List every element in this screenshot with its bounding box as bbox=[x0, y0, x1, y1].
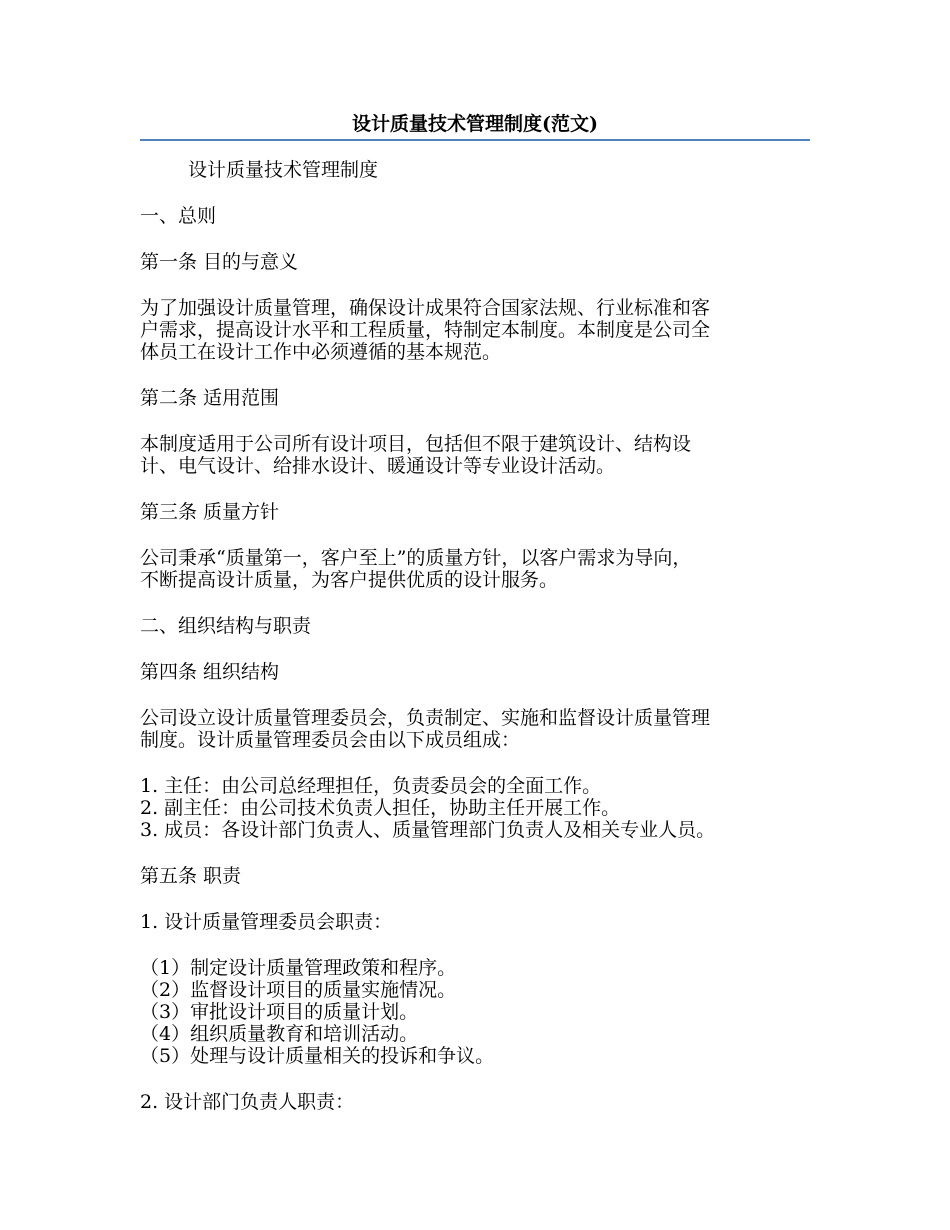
paragraph-line: 户需求，提高设计水平和工程质量，特制定本制度。本制度是公司全 bbox=[140, 319, 711, 341]
article-paragraph-purpose bbox=[140, 297, 820, 363]
title-underline bbox=[140, 139, 810, 141]
paragraph-line: 制度。设计质量管理委员会由以下成员组成： bbox=[140, 729, 521, 751]
duty-heading-department-head: 2. 设计部门负责人职责： bbox=[140, 1091, 355, 1113]
article-paragraph-quality-policy bbox=[140, 547, 820, 591]
paragraph-line: 公司秉承“质量第一，客户至上”的质量方针，以客户需求为导向， bbox=[140, 547, 692, 569]
paragraph-line: 公司设立设计质量管理委员会，负责制定、实施和监督设计质量管理 bbox=[140, 707, 711, 729]
paragraph-line: 计、电气设计、给排水设计、暖通设计等专业设计活动。 bbox=[140, 455, 616, 477]
article-paragraph-scope bbox=[140, 433, 820, 477]
article-paragraph-structure bbox=[140, 707, 820, 751]
article-heading-duties: 第五条 职责 bbox=[140, 865, 242, 887]
document-title: 设计质量技术管理制度(范文) bbox=[352, 113, 598, 135]
list-item: （2）监督设计项目的质量实施情况。 bbox=[140, 979, 457, 1001]
chapter-heading-organization: 二、组织结构与职责 bbox=[140, 615, 312, 637]
list-item: （1）制定设计质量管理政策和程序。 bbox=[140, 957, 457, 979]
list-item: 3. 成员：各设计部门负责人、质量管理部门负责人及相关专业人员。 bbox=[140, 819, 716, 841]
list-item: 1. 主任：由公司总经理担任，负责委员会的全面工作。 bbox=[140, 775, 602, 797]
article-heading-structure: 第四条 组织结构 bbox=[140, 661, 280, 683]
document-subtitle: 设计质量技术管理制度 bbox=[188, 159, 379, 181]
article-heading-purpose: 第一条 目的与意义 bbox=[140, 251, 299, 273]
paragraph-line: 本制度适用于公司所有设计项目，包括但不限于建筑设计、结构设 bbox=[140, 433, 692, 455]
committee-duty-list bbox=[140, 957, 820, 1067]
paragraph-line: 体员工在设计工作中必须遵循的基本规范。 bbox=[140, 341, 502, 363]
article-heading-scope: 第二条 适用范围 bbox=[140, 387, 280, 409]
list-item: （3）审批设计项目的质量计划。 bbox=[140, 1001, 419, 1023]
document-body bbox=[140, 159, 820, 1137]
list-item: （5）处理与设计质量相关的投诉和争议。 bbox=[140, 1045, 495, 1067]
paragraph-line: 不断提高设计质量，为客户提供优质的设计服务。 bbox=[140, 569, 559, 591]
paragraph-line: 为了加强设计质量管理，确保设计成果符合国家法规、行业标准和客 bbox=[140, 297, 711, 319]
committee-member-list bbox=[140, 775, 820, 841]
list-item: （4）组织质量教育和培训活动。 bbox=[140, 1023, 419, 1045]
duty-heading-committee: 1. 设计质量管理委员会职责： bbox=[140, 911, 393, 933]
article-heading-quality-policy: 第三条 质量方针 bbox=[140, 501, 280, 523]
chapter-heading-general: 一、总则 bbox=[140, 205, 217, 227]
list-item: 2. 副主任：由公司技术负责人担任，协助主任开展工作。 bbox=[140, 797, 621, 819]
